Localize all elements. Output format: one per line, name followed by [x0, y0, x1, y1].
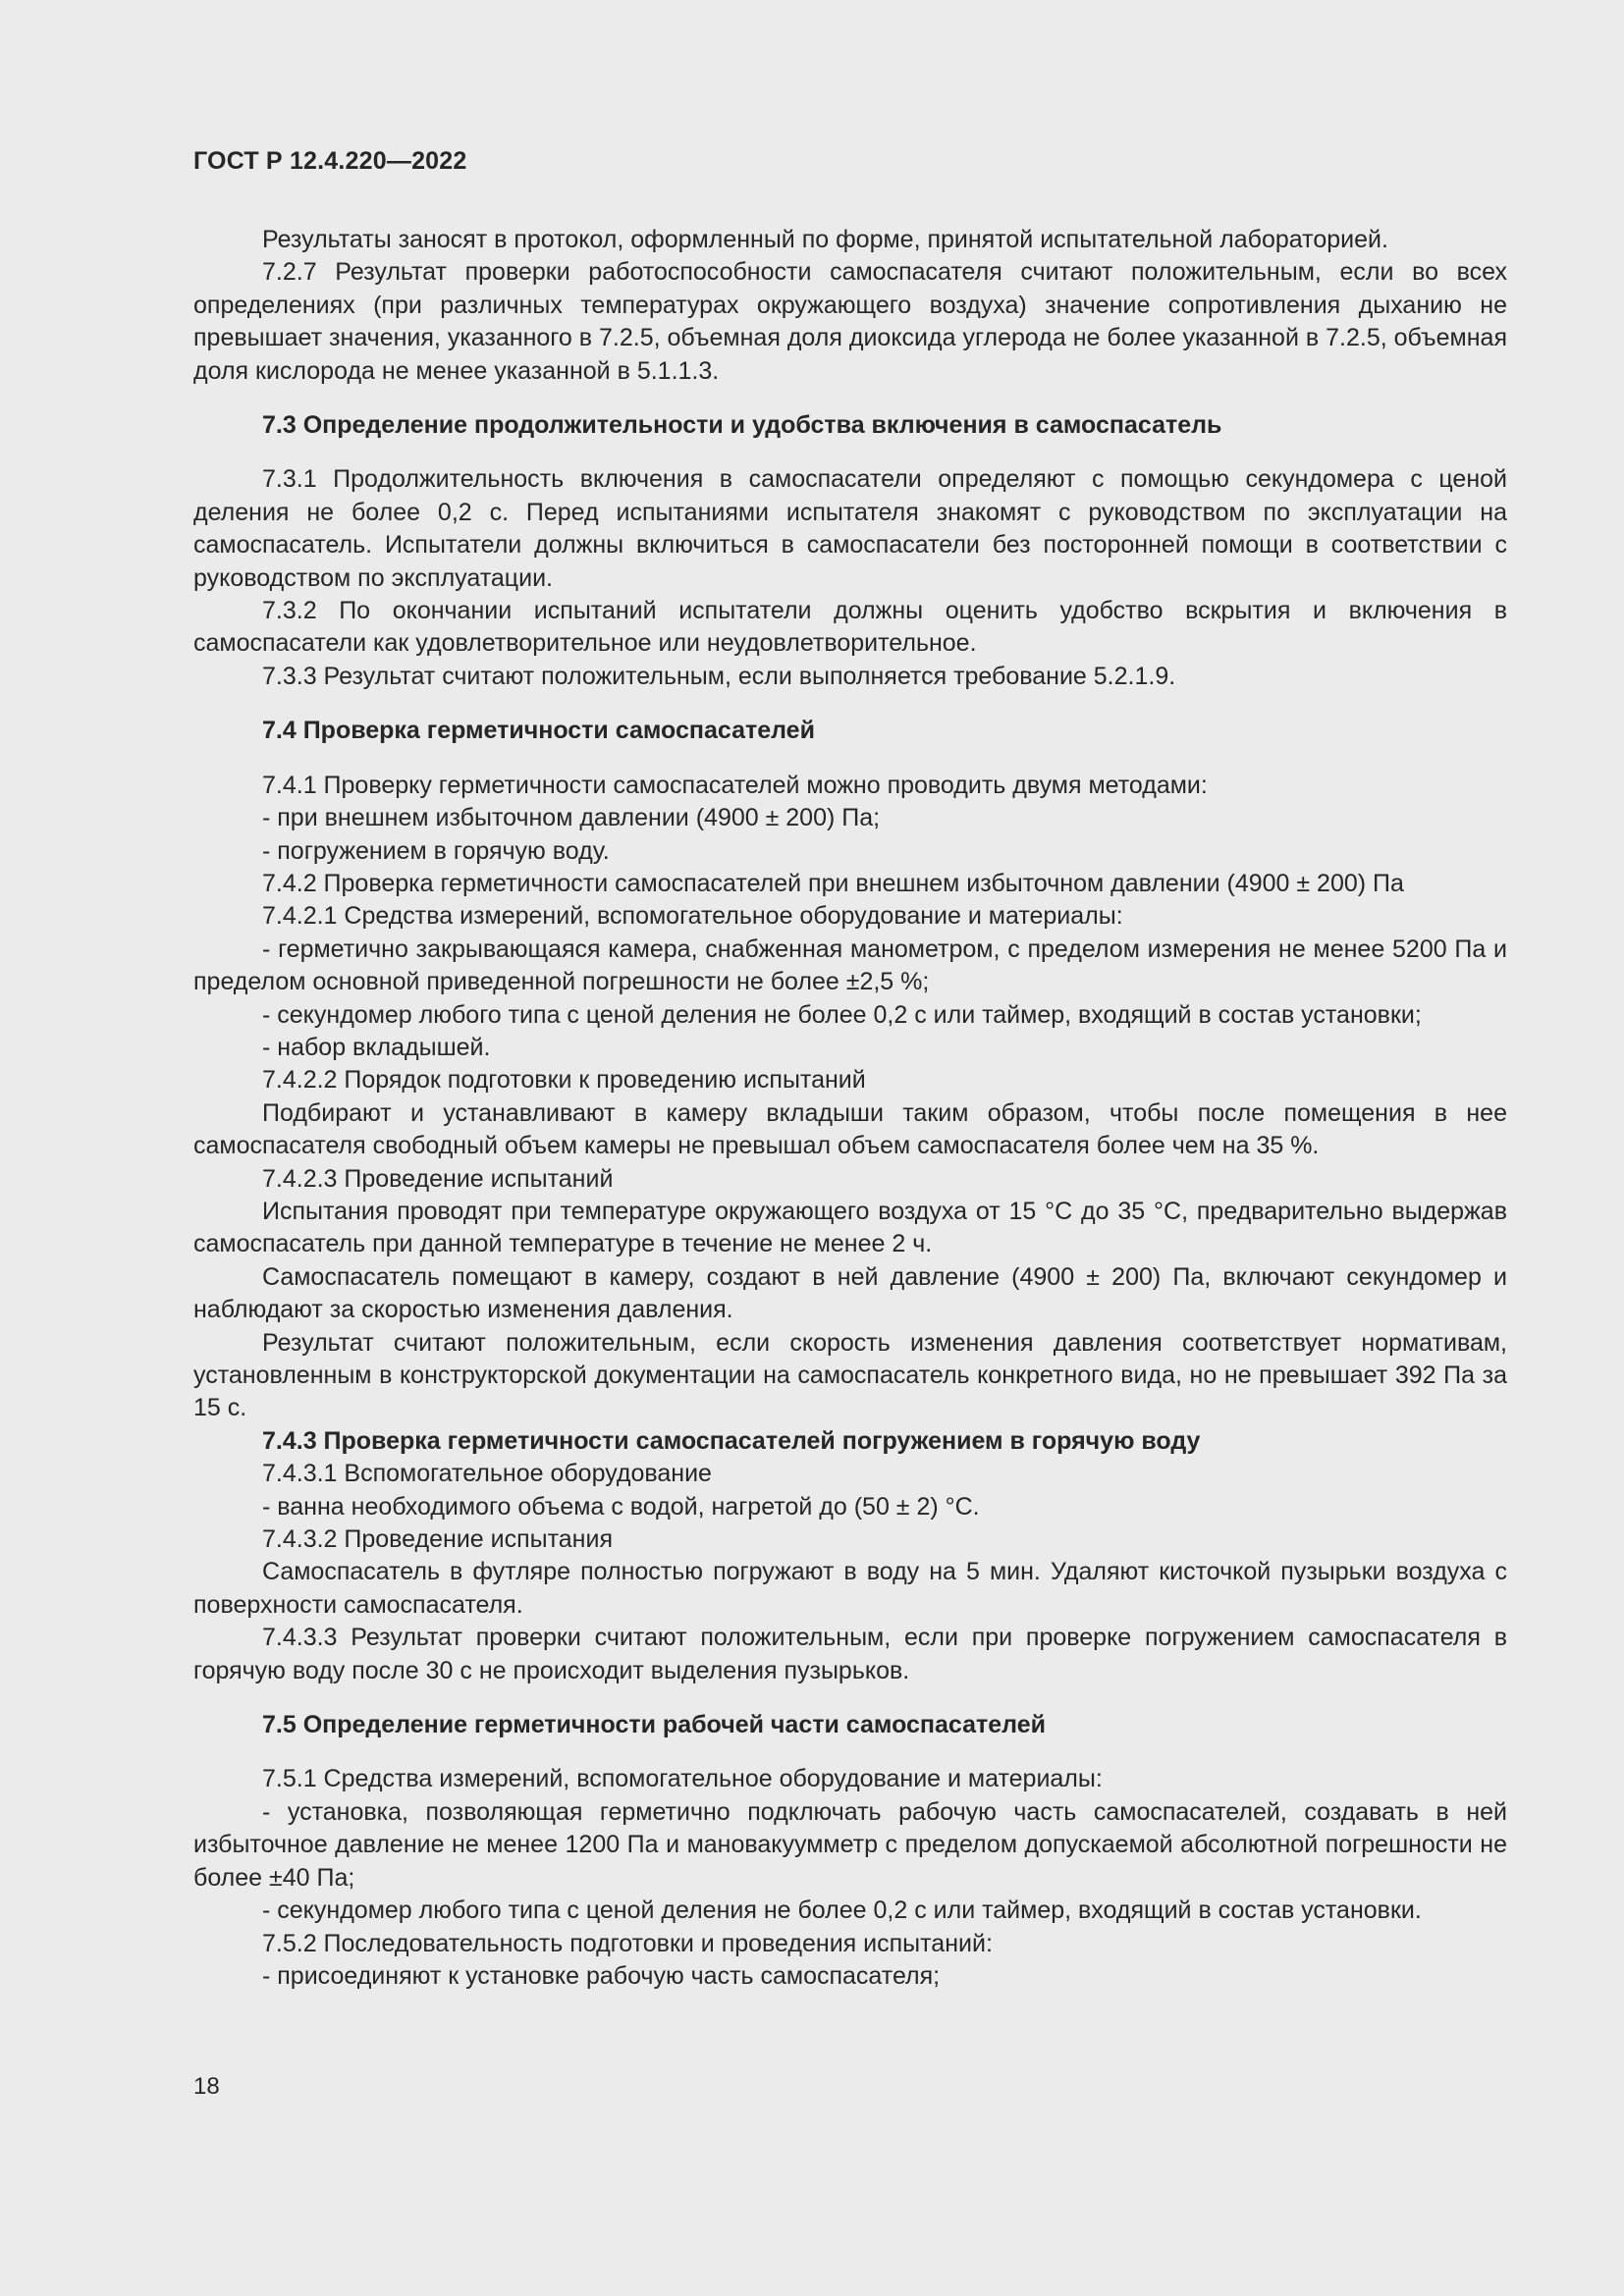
- page-number: 18: [193, 2073, 220, 2100]
- paragraph: Самоспасатель помещают в камеру, создают в ней давление (4900 ± 200) Па, включают секундомер и наблюдают за скоростью изменения давления.: [193, 1262, 1507, 1324]
- paragraph: 7.4.1 Проверку герметичности самоспасателей можно проводить двумя методами:: [262, 771, 1208, 799]
- paragraph: 7.2.7 Результат проверки работоспособности самоспасателя считают положительным, если во всех определениях (при различных температурах окружающего воздуха) значение сопротивления дыханию не превышает значения, указанного в 7.2.5, объемная доля диоксида углерода не более указанной в 7.2.5, объемная доля кислорода не менее указанной в 5.1.1.3.: [193, 258, 1507, 385]
- paragraph: Результат считают положительным, если скорость изменения давления соответствует нормативам, установленным в конструкторской документации на самоспасатель конкретного вида, но не превышает 392 Па за 15 с.: [193, 1328, 1507, 1422]
- paragraph: - присоединяют к установке рабочую часть самоспасателя;: [262, 1961, 941, 1990]
- section-heading: 7.3 Определение продолжительности и удобства включения в самоспасатель: [262, 411, 1222, 440]
- paragraph: 7.5.2 Последовательность подготовки и проведения испытаний:: [262, 1929, 993, 1957]
- paragraph: Самоспасатель в футляре полностью погружают в воду на 5 мин. Удаляют кисточкой пузырьки воздуха с поверхности самоспасателя.: [193, 1558, 1507, 1619]
- paragraph: - при внешнем избыточном давлении (4900 ± 200) Па;: [262, 804, 881, 832]
- paragraph: 7.3.3 Результат считают положительным, если выполняется требование 5.2.1.9.: [262, 662, 1176, 690]
- paragraph: 7.3.2 По окончании испытаний испытатели должны оценить удобство вскрытия и включения в самоспасатели как удовлетворительное или неудовлетворительное.: [193, 597, 1507, 658]
- paragraph: - набор вкладышей.: [262, 1033, 491, 1061]
- paragraph: Подбирают и устанавливают в камеру вкладыши таким образом, чтобы после помещения в нее самоспасателя свободный объем камеры не превышал объем самоспасателя более чем на 35 %.: [193, 1098, 1507, 1160]
- paragraph: - установка, позволяющая герметично подключать рабочую часть самоспасателей, создавать в ней избыточное давление не менее 1200 Па и мановакуумметр с пределом допускаемой абсолютной погрешности не более ±40 Па;: [193, 1797, 1507, 1892]
- paragraph: - герметично закрывающаяся камера, снабженная манометром, с пределом измерения не менее 5200 Па и пределом основной приведенной погрешности не более ±2,5 %;: [193, 934, 1507, 996]
- paragraph: - секундомер любого типа с ценой деления не более 0,2 с или таймер, входящий в состав установки;: [262, 1000, 1422, 1029]
- paragraph: 7.4.2.2 Порядок подготовки к проведению испытаний: [262, 1066, 866, 1095]
- paragraph: 7.4.3.3 Результат проверки считают положительным, если при проверке погружением самоспасателя в горячую воду после 30 с не происходит выделения пузырьков.: [193, 1624, 1507, 1684]
- paragraph: 7.5.1 Средства измерений, вспомогательное оборудование и материалы:: [262, 1765, 1103, 1793]
- paragraph: Испытания проводят при температуре окружающего воздуха от 15 °С до 35 °С, предварительно выдержав самоспасатель при данной температуре в течение не менее 2 ч.: [193, 1197, 1507, 1258]
- paragraph: Результаты заносят в протокол, оформленный по форме, принятой испытательной лабораторией.: [262, 226, 1388, 253]
- paragraph: 7.4.3.1 Вспомогательное оборудование: [262, 1460, 712, 1488]
- paragraph: 7.4.2.3 Проведение испытаний: [262, 1164, 614, 1193]
- document-code-header: ГОСТ Р 12.4.220—2022: [193, 147, 467, 175]
- paragraph: 7.4.2.1 Средства измерений, вспомогательное оборудование и материалы:: [262, 902, 1123, 931]
- subsection-heading: 7.4.3 Проверка герметичности самоспасателей погружением в горячую воду: [262, 1426, 1201, 1455]
- paragraph: 7.3.1 Продолжительность включения в самоспасатели определяют с помощью секундомера с ценой деления не более 0,2 с. Перед испытаниями испытателя знакомят с руководством по эксплуатации на самоспасатель. Испытатели должны включиться в самоспасатели без посторонней помощи в соответствии с руководством по эксплуатации.: [193, 465, 1507, 592]
- paragraph: - секундомер любого типа с ценой деления не более 0,2 с или таймер, входящий в состав установки.: [262, 1896, 1422, 1925]
- document-body: [193, 224, 1507, 1993]
- paragraph: - погружением в горячую воду.: [262, 836, 610, 865]
- section-heading: 7.4 Проверка герметичности самоспасателей: [262, 717, 815, 745]
- paragraph: 7.4.2 Проверка герметичности самоспасателей при внешнем избыточном давлении (4900 ± 200) Па: [262, 869, 1404, 897]
- paragraph: - ванна необходимого объема с водой, нагретой до (50 ± 2) °С.: [262, 1492, 980, 1521]
- section-heading: 7.5 Определение герметичности рабочей части самоспасателей: [262, 1711, 1047, 1739]
- paragraph: 7.4.3.2 Проведение испытания: [262, 1525, 613, 1554]
